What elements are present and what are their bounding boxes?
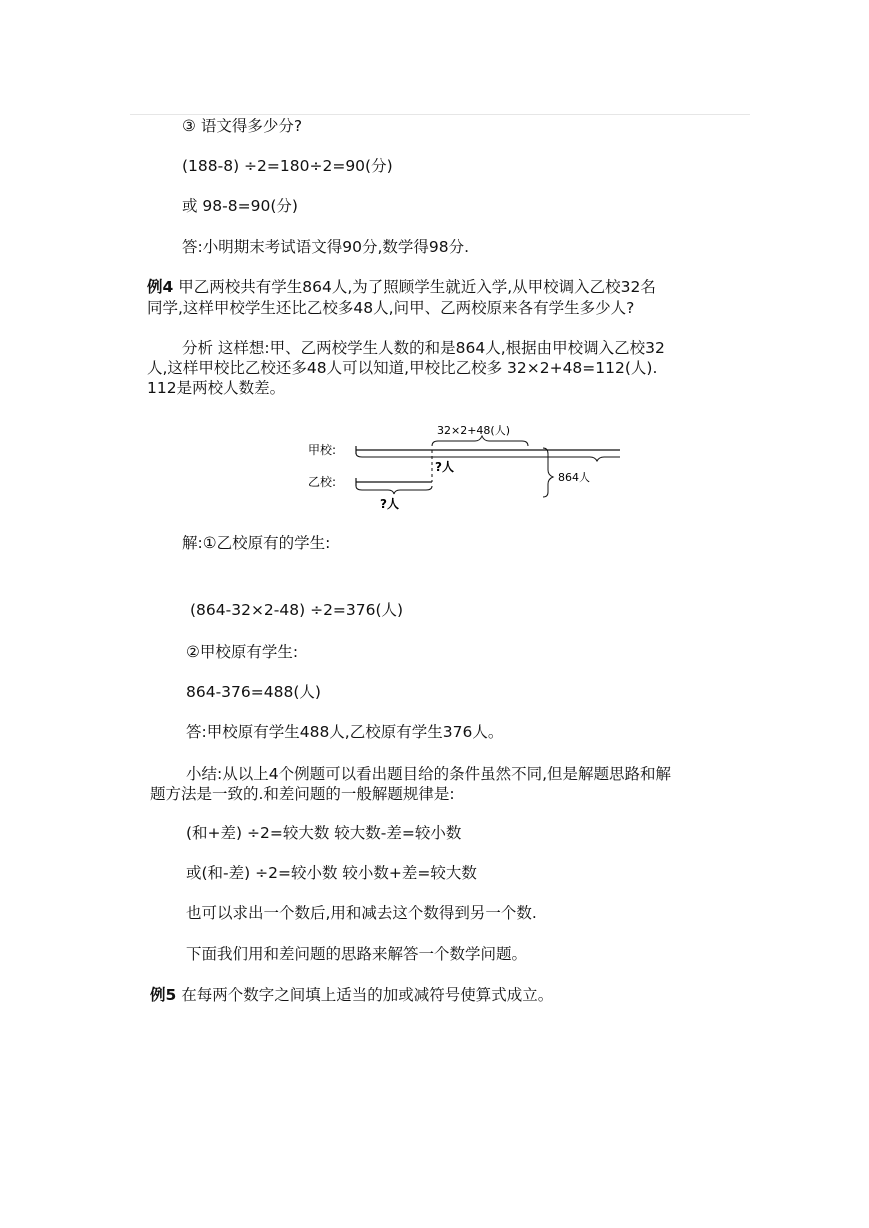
rule-1: (和+差) ÷2=较大数 较大数-差=较小数: [186, 824, 462, 842]
rule-2: 或(和-差) ÷2=较小数 较小数+差=较大数: [186, 864, 477, 882]
q3-alternative: 或 98-8=90(分): [182, 197, 298, 215]
difference-brace: [432, 436, 528, 446]
line-segment-diagram: [300, 420, 620, 520]
school-b-question: ?人: [380, 497, 399, 511]
example-5-label: 例5: [150, 986, 177, 1004]
solution-step-2: ②甲校原有学生:: [186, 643, 299, 661]
analysis-line-1: 分析 这样想:甲、乙两校学生人数的和是864人,根据由甲校调入乙校32: [182, 339, 665, 357]
top-rule: [130, 114, 750, 115]
diagram-label-school-b: 乙校:: [308, 475, 337, 489]
solution-calc-1: (864-32×2-48) ÷2=376(人): [190, 601, 404, 619]
diagram-label-school-a: 甲校:: [308, 443, 337, 457]
summary-note-1: 也可以求出一个数后,用和减去这个数得到另一个数.: [186, 904, 537, 922]
analysis-line-2: 人,这样甲校比乙校还多48人可以知道,甲校比乙校多 32×2+48=112(人).: [147, 359, 658, 377]
solution-answer: 答:甲校原有学生488人,乙校原有学生376人。: [186, 723, 504, 741]
analysis-line-3: 112是两校人数差。: [147, 379, 286, 397]
q3-answer: 答:小明期末考试语文得90分,数学得98分.: [182, 238, 470, 256]
summary-line-1: 小结:从以上4个例题可以看出题目给的条件虽然不同,但是解题思路和解: [186, 765, 672, 783]
example-5-text: 在每两个数字之间填上适当的加或减符号使算式成立。: [181, 986, 554, 1004]
q3-title: ③ 语文得多少分?: [182, 117, 303, 135]
solution-step-1: 解:①乙校原有的学生:: [182, 534, 331, 552]
example-4-label: 例4: [147, 278, 174, 296]
school-a-question: ?人: [435, 460, 454, 474]
total-label: 864人: [558, 471, 590, 484]
summary-note-2: 下面我们用和差问题的思路来解答一个数学问题。: [186, 945, 528, 963]
school-a-brace: [356, 453, 620, 461]
example-4-line-1: 例4 甲乙两校共有学生864人,为了照顾学生就近入学,从甲校调入乙校32名: [147, 278, 656, 296]
school-b-brace: [356, 486, 432, 494]
difference-label: 32×2+48(人): [437, 424, 511, 437]
summary-line-2: 题方法是一致的.和差问题的一般解题规律是:: [150, 785, 455, 803]
solution-calc-2: 864-376=488(人): [186, 683, 321, 701]
total-brace: [543, 448, 553, 497]
example-5: [150, 985, 553, 1005]
example-4-line-2: 同学,这样甲校学生还比乙校多48人,问甲、乙两校原来各有学生多少人?: [147, 299, 635, 317]
q3-calculation: (188-8) ÷2=180÷2=90(分): [182, 157, 393, 175]
